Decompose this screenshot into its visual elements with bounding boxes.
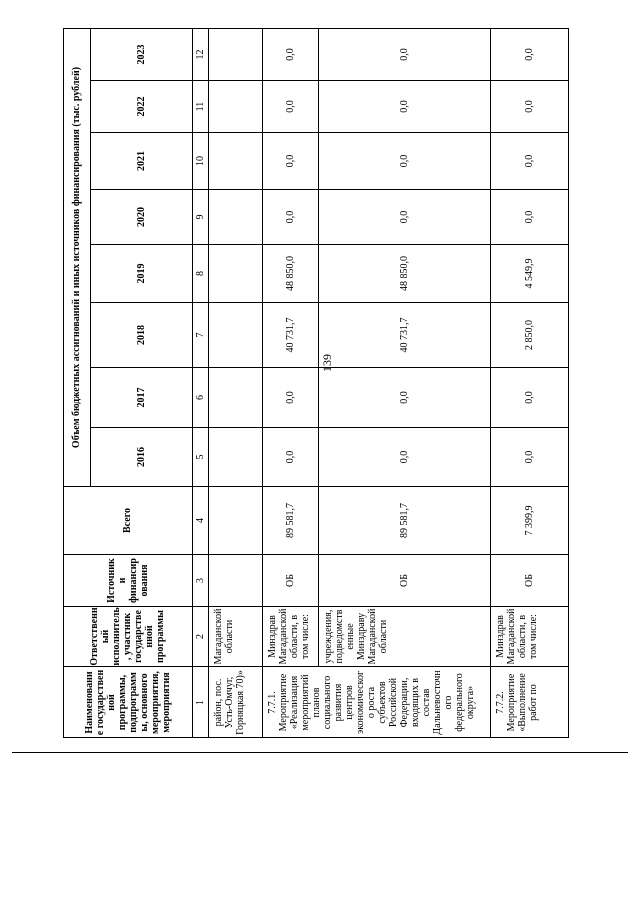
header-year-2016: 2016 [91, 427, 193, 486]
row-2-value-2018: 40 731,7 [319, 302, 491, 367]
row-3-value-2019: 4 549,9 [491, 244, 569, 302]
row-2-value-2017: 0,0 [319, 367, 491, 427]
header-name: Наименовани е государствен ной программы, подпрограмм ы, основного мероприятия, мероприятия [63, 666, 193, 738]
row-1-value-2018: 40 731,7 [263, 302, 319, 367]
column-number: 7 [193, 302, 209, 367]
row-1-value-2016: 0,0 [263, 427, 319, 486]
header-year-2022: 2022 [91, 80, 193, 132]
row-1-value-2019: 48 850,0 [263, 244, 319, 302]
row-3-value-2020: 0,0 [491, 189, 569, 244]
column-number: 3 [193, 554, 209, 606]
column-number: 12 [193, 28, 209, 80]
row-2-total: 89 581,7 [319, 486, 491, 554]
header-source: Источник и финансир ования [63, 554, 193, 606]
header-year-2021: 2021 [91, 132, 193, 189]
budget-table-rotated [63, 28, 569, 738]
column-number: 8 [193, 244, 209, 302]
column-number: 11 [193, 80, 209, 132]
column-number: 5 [193, 427, 209, 486]
row-2-value-2016: 0,0 [319, 427, 491, 486]
row-0-executor: Магаданской области [209, 606, 263, 666]
column-number: 2 [193, 606, 209, 666]
row-2-source: ОБ [319, 554, 491, 606]
page-number: 139 [320, 354, 334, 372]
row-0-value-2020 [209, 189, 263, 244]
row-3-name: 7.7.2. Мероприятие «Выполнение работ по [491, 666, 569, 738]
row-0-value-2021 [209, 132, 263, 189]
row-0-value-2019 [209, 244, 263, 302]
row-0-value-2023 [209, 28, 263, 80]
row-0-total [209, 486, 263, 554]
row-3-value-2021: 0,0 [491, 132, 569, 189]
row-1-source: ОБ [263, 554, 319, 606]
budget-table [63, 28, 569, 738]
row-1-value-2017: 0,0 [263, 367, 319, 427]
column-number: 9 [193, 189, 209, 244]
header-total: Всего [63, 486, 193, 554]
row-1-executor: Минздрав Магаданской области, в том числе: [263, 606, 319, 666]
row-3-value-2017: 0,0 [491, 367, 569, 427]
header-year-2020: 2020 [91, 189, 193, 244]
row-1-name: 7.7.1. Мероприятие «Реализация мероприятий планов социального развития центров экономическог о роста субъектов Российской Федерации, входящих в состав Дальневосточн ого федерального округа» [263, 666, 491, 738]
row-1-value-2020: 0,0 [263, 189, 319, 244]
row-2-value-2022: 0,0 [319, 80, 491, 132]
row-1-value-2021: 0,0 [263, 132, 319, 189]
row-3-value-2018: 2 850,0 [491, 302, 569, 367]
header-year-2023: 2023 [91, 28, 193, 80]
column-number: 4 [193, 486, 209, 554]
row-3-value-2022: 0,0 [491, 80, 569, 132]
row-3-executor: Минздрав Магаданской области, в том числе: [491, 606, 569, 666]
row-3-value-2023: 0,0 [491, 28, 569, 80]
row-0-source [209, 554, 263, 606]
row-3-value-2016: 0,0 [491, 427, 569, 486]
row-0-name: район, пос. Усть-Омчуг, Горняцкая 70)» [209, 666, 263, 738]
row-1-value-2023: 0,0 [263, 28, 319, 80]
column-number: 1 [193, 666, 209, 738]
row-0-value-2022 [209, 80, 263, 132]
header-budget-group: Объем бюджетных ассигнований и иных источников финансирования (тыс. рублей) [63, 28, 91, 486]
row-1-total: 89 581,7 [263, 486, 319, 554]
header-year-2018: 2018 [91, 302, 193, 367]
row-2-value-2023: 0,0 [319, 28, 491, 80]
row-3-source: ОБ [491, 554, 569, 606]
footer-rule [12, 752, 628, 753]
row-2-executor: учреждения, подведомств енные Минздраву Магаданской области [319, 606, 491, 666]
row-0-value-2016 [209, 427, 263, 486]
row-1-value-2022: 0,0 [263, 80, 319, 132]
row-2-value-2019: 48 850,0 [319, 244, 491, 302]
header-executor: Ответственн ый исполнитель , участник государстве нной программы [63, 606, 193, 666]
row-3-total: 7 399,9 [491, 486, 569, 554]
column-number: 6 [193, 367, 209, 427]
header-year-2017: 2017 [91, 367, 193, 427]
row-0-value-2018 [209, 302, 263, 367]
row-2-value-2021: 0,0 [319, 132, 491, 189]
row-0-value-2017 [209, 367, 263, 427]
column-number: 10 [193, 132, 209, 189]
row-2-value-2020: 0,0 [319, 189, 491, 244]
header-year-2019: 2019 [91, 244, 193, 302]
